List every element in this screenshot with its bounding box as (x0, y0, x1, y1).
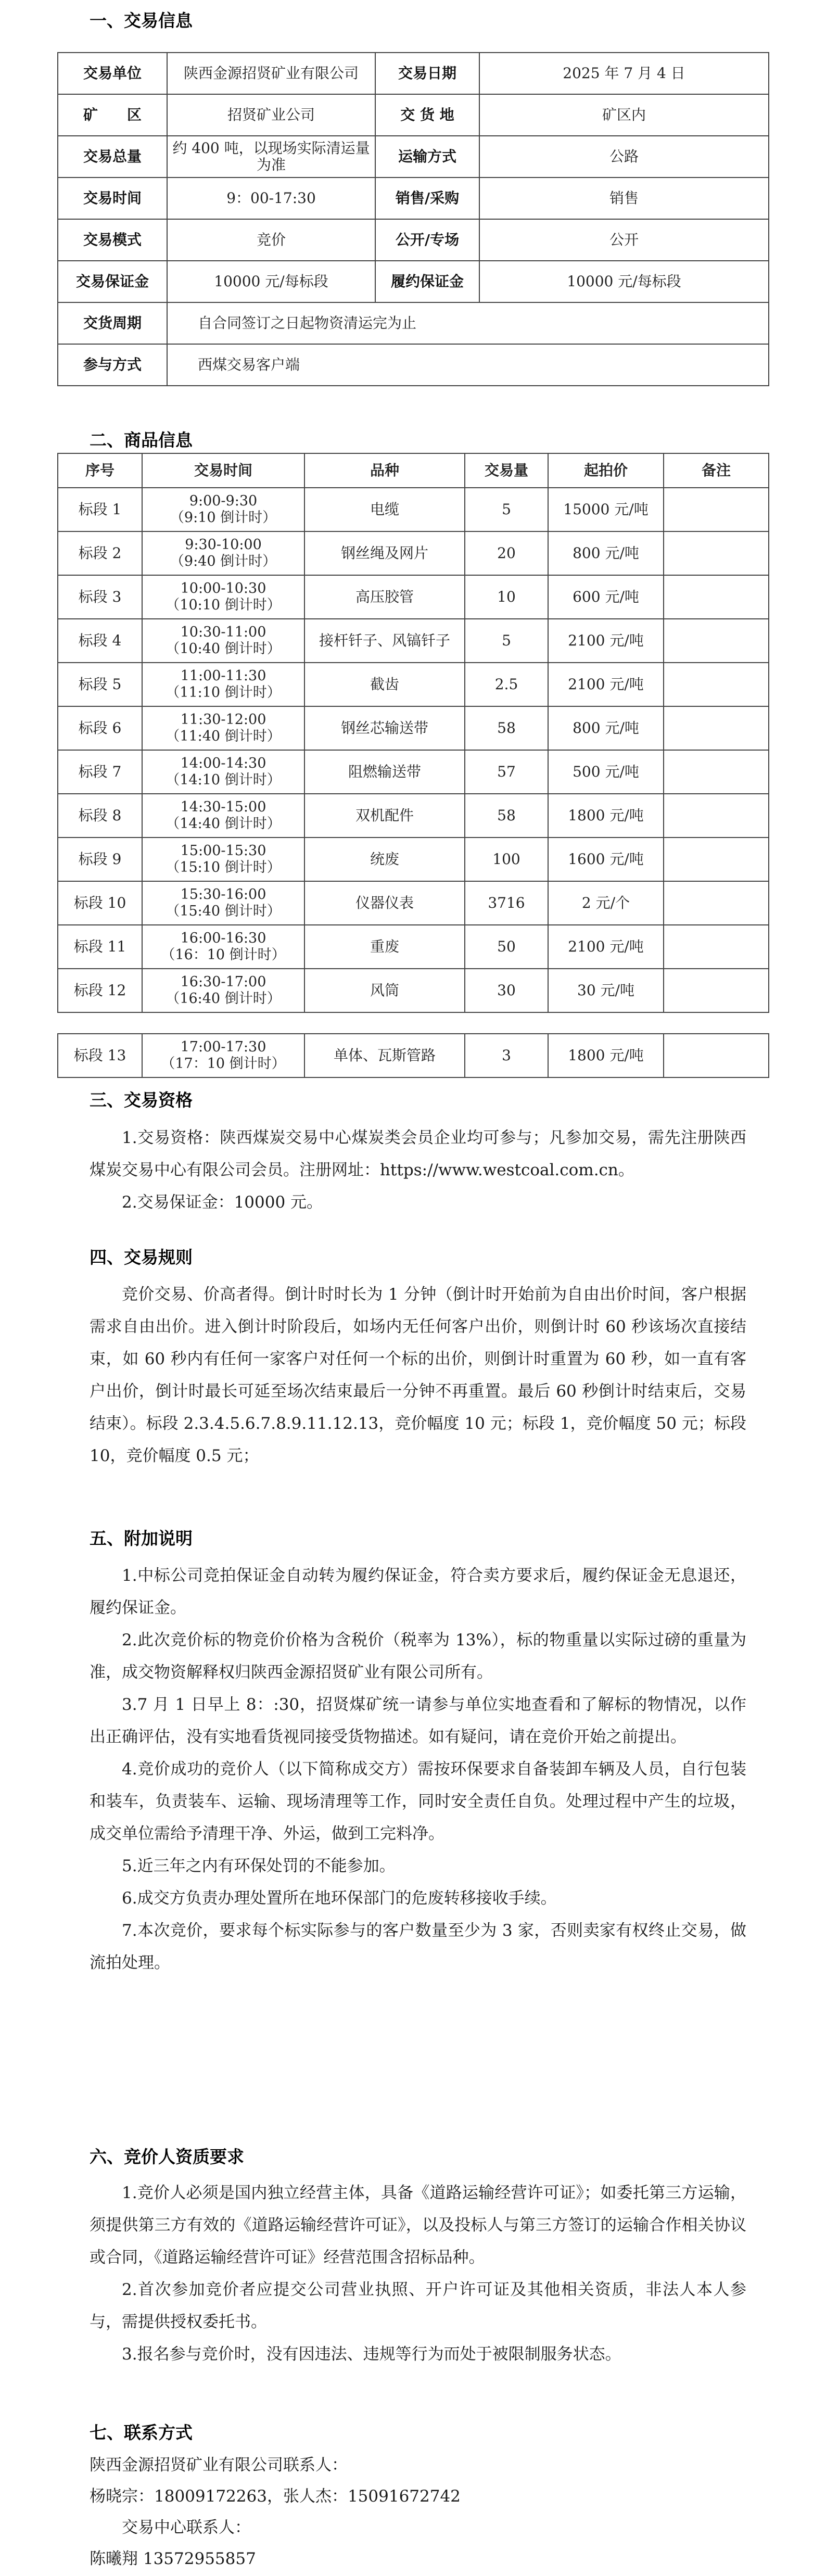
lot-no: 标段 5 (58, 663, 142, 706)
lot-no: 标段 8 (58, 794, 142, 837)
col-header-qty: 交易量 (465, 453, 548, 488)
info-value: 自合同签订之日起物资清运完为止 (167, 302, 769, 344)
lot-no: 标段 2 (58, 531, 142, 575)
table-row (58, 1034, 769, 1077)
lot-price: 30 元/吨 (548, 969, 664, 1012)
info-label: 矿 区 (58, 94, 167, 136)
info-label: 履约保证金 (375, 261, 479, 302)
lot-item: 接杆钎子、风镐钎子 (304, 619, 465, 663)
lot-note (664, 706, 769, 750)
goods-lot13-table (57, 1033, 769, 1078)
table-row (58, 925, 769, 969)
info-label: 销售/采购 (375, 177, 479, 219)
info-value: 9：00-17:30 (167, 177, 375, 219)
lot-time (142, 1034, 304, 1077)
lot-item: 钢丝绳及网片 (304, 531, 465, 575)
info-value: 竞价 (167, 219, 375, 261)
col-header-no: 序号 (58, 453, 142, 488)
section-title-contact: 七、联系方式 (90, 2422, 193, 2443)
requirement-para-3: 3.报名参与竞价时，没有因违法、违规等行为而处于被限制服务状态。 (122, 2345, 621, 2364)
lot-note (664, 794, 769, 837)
lot-item: 高压胶管 (304, 575, 465, 619)
lot-no: 标段 3 (58, 575, 142, 619)
qualification-para-1: 1.交易资格：陕西煤炭交易中心煤炭类会员企业均可参与；凡参加交易，需先注册陕西煤炭交易中心有限公司会员。注册网址：https://www.westcoal.com.cn。 (90, 1128, 746, 1179)
additional-notes-text (90, 1559, 746, 1979)
lot-price: 2100 元/吨 (548, 925, 664, 969)
lot-item: 双机配件 (304, 794, 465, 837)
info-label: 交货周期 (58, 302, 167, 344)
lot-price: 2 元/个 (548, 881, 664, 925)
bidder-requirements-text (90, 2177, 746, 2370)
lot-price: 600 元/吨 (548, 575, 664, 619)
info-value: 10000 元/每标段 (167, 261, 375, 302)
lot-qty: 3 (465, 1034, 548, 1077)
lot-countdown: （15:40 倒计时） (166, 903, 281, 919)
lot-countdown: （11:40 倒计时） (166, 728, 281, 744)
lot-time (142, 969, 304, 1012)
lot-note (664, 663, 769, 706)
lot-no: 标段 9 (58, 837, 142, 881)
lot-time-range: 9:00-9:30 (189, 493, 258, 509)
goods-info-table (57, 453, 769, 1013)
lot-time (142, 925, 304, 969)
table-row (58, 94, 769, 136)
qualification-para-2: 2.交易保证金：10000 元。 (122, 1193, 323, 1212)
requirement-para-1: 1.竞价人必须是国内独立经营主体，具备《道路运输经营许可证》；如委托第三方运输，须提供第三方有效的《道路运输经营许可证》，以及投标人与第三方签订的运输合作相关协议或合同，《道路运输经营许可证》经营范围含招标品种。 (90, 2184, 746, 2267)
lot-countdown: （10:10 倒计时） (166, 597, 281, 613)
info-label: 交 货 地 (375, 94, 479, 136)
table-row (58, 531, 769, 575)
lot-countdown: （16:40 倒计时） (166, 991, 281, 1007)
table-row (58, 619, 769, 663)
info-label: 参与方式 (58, 344, 167, 386)
lot-time-range: 9:30-10:00 (185, 537, 262, 553)
lot-item: 截齿 (304, 663, 465, 706)
lot-qty: 5 (465, 619, 548, 663)
lot-note (664, 969, 769, 1012)
lot-qty: 2.5 (465, 663, 548, 706)
lot-time-range: 10:00-10:30 (180, 580, 266, 597)
info-label: 交易保证金 (58, 261, 167, 302)
lot-note (664, 1034, 769, 1077)
lot-item: 仪器仪表 (304, 881, 465, 925)
lot-countdown: （9:40 倒计时） (170, 553, 277, 569)
table-row (58, 881, 769, 925)
lot-price: 800 元/吨 (548, 706, 664, 750)
qualification-text (90, 1122, 746, 1219)
lot-countdown: （10:40 倒计时） (166, 641, 281, 657)
lot-qty: 30 (465, 969, 548, 1012)
lot-price: 2100 元/吨 (548, 619, 664, 663)
lot-countdown: （15:10 倒计时） (166, 859, 281, 875)
lot-item: 钢丝芯输送带 (304, 706, 465, 750)
trade-rules-para-1: 竞价交易、价高者得。倒计时时长为 1 分钟（倒计时开始前为自由出价时间，客户根据需求自由出价。进入倒计时阶段后，如场内无任何客户出价，则倒计时 60 秒该场次直接结束，如 60 秒内有任何一家客户对任何一个标的出价，则倒计时重置为 60 秒，如一直有客户出价，倒计时最长可延至场次结束最后一分钟不再重置。最后 60 秒倒计时结束后，交易结束）。标段 2.3.4.5.6.7.8.9.11.12.13，竞价幅度 10 元；标段 1，竞价幅度 50 元；标段 10，竞价幅度 0.5 元； (90, 1285, 746, 1465)
lot-item: 统废 (304, 837, 465, 881)
lot-time (142, 837, 304, 881)
contact-company: 陕西金源招贤矿业有限公司联系人： (90, 2456, 348, 2475)
note-para-6: 6.成交方负责办理处置所在地环保部门的危废转移接收手续。 (122, 1889, 557, 1908)
trade-rules-text (90, 1278, 746, 1472)
lot-qty: 58 (465, 794, 548, 837)
lot-time (142, 575, 304, 619)
lot-qty: 100 (465, 837, 548, 881)
note-para-4: 4.竞价成功的竞价人（以下简称成交方）需按环保要求自备装卸车辆及人员，自行包装和装车，负责装车、运输、现场清理等工作，同时安全责任自负。处理过程中产生的垃圾，成交单位需给予清理干净、外运，做到工完料净。 (90, 1760, 746, 1843)
info-label: 交易单位 (58, 53, 167, 94)
col-header-item: 品种 (304, 453, 465, 488)
section-title-goods-info: 二、商品信息 (90, 430, 193, 450)
lot-countdown: （14:40 倒计时） (166, 816, 281, 832)
lot-time (142, 750, 304, 794)
info-label: 运输方式 (375, 136, 479, 177)
note-para-3: 3.7 月 1 日早上 8：:30，招贤煤矿统一请参与单位实地查看和了解标的物情况，以作出正确评估，没有实地看货视同接受货物描述。如有疑问，请在竞价开始之前提出。 (90, 1695, 746, 1746)
info-label: 公开/专场 (375, 219, 479, 261)
table-row (58, 575, 769, 619)
lot-note (664, 881, 769, 925)
table-row (58, 663, 769, 706)
lot-no: 标段 7 (58, 750, 142, 794)
info-value: 10000 元/每标段 (479, 261, 769, 302)
info-value: 西煤交易客户端 (167, 344, 769, 386)
lot-qty: 3716 (465, 881, 548, 925)
table-row (58, 837, 769, 881)
lot-note (664, 488, 769, 531)
section-title-qualification: 三、交易资格 (90, 1090, 193, 1110)
table-row (58, 750, 769, 794)
lot-note (664, 575, 769, 619)
table-row (58, 344, 769, 386)
lot-price: 1800 元/吨 (548, 794, 664, 837)
goods-table-header-row (58, 453, 769, 488)
section-title-trade-info: 一、交易信息 (90, 10, 193, 31)
info-value: 销售 (479, 177, 769, 219)
info-label: 交易总量 (58, 136, 167, 177)
table-row (58, 706, 769, 750)
lot-qty: 50 (465, 925, 548, 969)
lot-price: 800 元/吨 (548, 531, 664, 575)
lot-time (142, 706, 304, 750)
lot-no: 标段 13 (58, 1034, 142, 1077)
lot-qty: 57 (465, 750, 548, 794)
info-value: 陕西金源招贤矿业有限公司 (167, 53, 375, 94)
lot-time (142, 663, 304, 706)
trade-info-table (57, 52, 769, 386)
info-label: 交易时间 (58, 177, 167, 219)
lot-countdown: （17：10 倒计时） (161, 1056, 286, 1072)
contact-center: 交易中心联系人： (122, 2518, 251, 2537)
info-value: 公开 (479, 219, 769, 261)
info-value: 矿区内 (479, 94, 769, 136)
lot-countdown: （14:10 倒计时） (166, 772, 281, 788)
lot-qty: 5 (465, 488, 548, 531)
table-row (58, 261, 769, 302)
note-para-1: 1.中标公司竞拍保证金自动转为履约保证金，符合卖方要求后，履约保证金无息退还，履约保证金。 (90, 1566, 746, 1617)
lot-price: 2100 元/吨 (548, 663, 664, 706)
table-row (58, 53, 769, 94)
lot-item: 阻燃输送带 (304, 750, 465, 794)
lot-time-range: 14:00-14:30 (180, 755, 266, 771)
lot-note (664, 837, 769, 881)
col-header-note: 备注 (664, 453, 769, 488)
contact-center-people: 陈曦翔 13572955857 (90, 2549, 256, 2568)
lot-time-range: 16:00-16:30 (180, 930, 266, 946)
lot-countdown: （9:10 倒计时） (170, 510, 277, 526)
note-para-5: 5.近三年之内有环保处罚的不能参加。 (122, 1857, 396, 1875)
lot-qty: 10 (465, 575, 548, 619)
lot-time (142, 619, 304, 663)
lot-qty: 20 (465, 531, 548, 575)
lot-qty: 58 (465, 706, 548, 750)
lot-time (142, 881, 304, 925)
table-row (58, 177, 769, 219)
info-value: 公路 (479, 136, 769, 177)
lot-time-range: 10:30-11:00 (180, 624, 266, 640)
col-header-price: 起拍价 (548, 453, 664, 488)
lot-countdown: （16：10 倒计时） (161, 947, 286, 963)
lot-time (142, 531, 304, 575)
info-value: 2025 年 7 月 4 日 (479, 53, 769, 94)
table-row (58, 136, 769, 177)
lot-no: 标段 11 (58, 925, 142, 969)
requirement-para-2: 2.首次参加竞价者应提交公司营业执照、开户许可证及其他相关资质，非法人本人参与，需提供授权委托书。 (90, 2280, 746, 2331)
lot-no: 标段 4 (58, 619, 142, 663)
lot-item: 电缆 (304, 488, 465, 531)
lot-no: 标段 6 (58, 706, 142, 750)
section-title-bidder-requirements: 六、竞价人资质要求 (90, 2147, 244, 2167)
contact-company-people: 杨晓宗：18009172263，张人杰：15091672742 (90, 2487, 461, 2506)
col-header-time: 交易时间 (142, 453, 304, 488)
lot-time-range: 17:00-17:30 (180, 1039, 266, 1055)
lot-item: 单体、瓦斯管路 (304, 1034, 465, 1077)
lot-price: 15000 元/吨 (548, 488, 664, 531)
info-value: 招贤矿业公司 (167, 94, 375, 136)
lot-no: 标段 12 (58, 969, 142, 1012)
table-row (58, 302, 769, 344)
table-row (58, 219, 769, 261)
lot-countdown: （11:10 倒计时） (166, 684, 281, 701)
lot-no: 标段 1 (58, 488, 142, 531)
section-title-additional-notes: 五、附加说明 (90, 1528, 193, 1549)
table-row (58, 488, 769, 531)
lot-time-range: 15:30-16:00 (180, 886, 266, 903)
info-value: 约 400 吨，以现场实际清运量为准 (167, 136, 375, 177)
lot-time-range: 14:30-15:00 (180, 799, 266, 815)
lot-item: 风筒 (304, 969, 465, 1012)
lot-price: 1800 元/吨 (548, 1034, 664, 1077)
lot-time (142, 488, 304, 531)
lot-time-range: 15:00-15:30 (180, 843, 266, 859)
lot-time-range: 16:30-17:00 (180, 974, 266, 990)
lot-note (664, 619, 769, 663)
info-label: 交易模式 (58, 219, 167, 261)
note-para-7: 7.本次竞价，要求每个标实际参与的客户数量至少为 3 家，否则卖家有权终止交易，做流拍处理。 (90, 1921, 746, 1972)
lot-price: 500 元/吨 (548, 750, 664, 794)
lot-time (142, 794, 304, 837)
table-row (58, 794, 769, 837)
lot-note (664, 750, 769, 794)
lot-no: 标段 10 (58, 881, 142, 925)
info-label: 交易日期 (375, 53, 479, 94)
lot-price: 1600 元/吨 (548, 837, 664, 881)
table-row (58, 969, 769, 1012)
lot-time-range: 11:30-12:00 (180, 712, 266, 728)
note-para-2: 2.此次竞价标的物竞价价格为含税价（税率为 13%），标的物重量以实际过磅的重量为准，成交物资解释权归陕西金源招贤矿业有限公司所有。 (90, 1631, 746, 1682)
lot-item: 重废 (304, 925, 465, 969)
lot-note (664, 531, 769, 575)
section-title-trade-rules: 四、交易规则 (90, 1247, 193, 1267)
lot-note (664, 925, 769, 969)
lot-time-range: 11:00-11:30 (180, 668, 266, 684)
